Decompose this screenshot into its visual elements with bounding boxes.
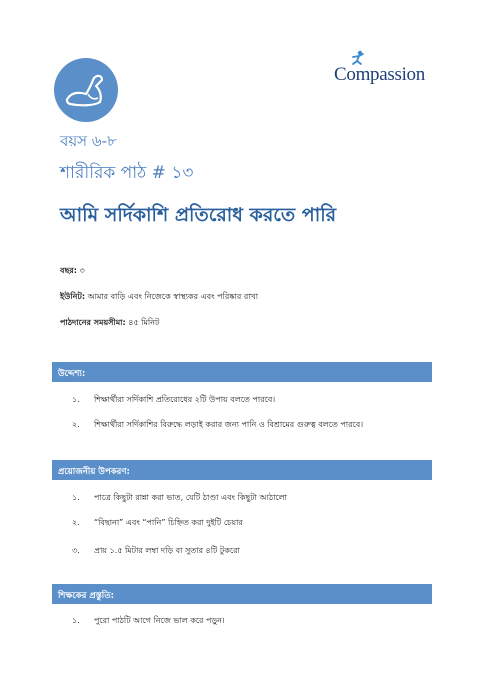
list-text: পাত্রে কিছুটা রান্না করা ভাত, যেটি ঠাণ্ডা এবং কিছুটা আঠালো (94, 493, 287, 502)
list-number: ২. (72, 518, 80, 527)
list-text: প্রায় ১.৫ মিটার লম্বা দড়ি বা সুতার ৪টি টুকরো (94, 546, 240, 555)
meta-year (60, 265, 85, 278)
preparation-header: শিক্ষকের প্রস্তুতি: (52, 584, 432, 604)
age-range: বয়স ৬-৮ (60, 132, 117, 150)
lesson-number: শারীরিক পাঠ # ১৩ (60, 163, 194, 183)
meta-year-value: ৩ (79, 266, 85, 275)
flexed-arm-icon (54, 58, 118, 122)
list-item (72, 545, 240, 558)
physical-badge (54, 58, 118, 122)
meta-duration-label: পাঠদানের সময়সীমা: (60, 318, 126, 327)
meta-unit (60, 291, 258, 304)
list-item (72, 615, 225, 628)
list-text: শিক্ষার্থীরা সর্দিকাশির বিরুদ্ধে লড়াই করার জন্য পানি ও বিশ্রামের গুরুত্ব বলতে পারবে। (94, 420, 364, 429)
meta-duration (60, 317, 159, 330)
list-item (72, 492, 287, 505)
page-title: আমি সর্দিকাশি প্রতিরোধ করতে পারি (60, 204, 337, 226)
list-number: ১. (72, 395, 80, 404)
list-item (72, 517, 243, 530)
compassion-logo (330, 52, 440, 92)
meta-unit-label: ইউনিট: (60, 292, 86, 301)
meta-unit-value: আমার বাড়ি এবং নিজেকে স্বাস্থ্যকর এবং পরিষ্কার রাখা (87, 292, 259, 301)
list-number: ২. (72, 420, 80, 429)
list-item (72, 394, 275, 407)
list-text: পুরো পাঠটি আগে নিজে ভাল করে পড়ুন। (94, 616, 225, 625)
list-number: ১. (72, 616, 80, 625)
materials-header: প্রয়োজনীয় উপকরণ: (52, 460, 432, 480)
list-number: ১. (72, 493, 80, 502)
list-number: ৩. (72, 546, 80, 555)
meta-duration-value: ৪৫ মিনিট (128, 318, 160, 327)
list-text: “বিছানা” এবং “পানি” চিহ্নিত করা দুইটি চেয়ার (94, 518, 243, 527)
list-text: শিক্ষার্থীরা সর্দিকাশি প্রতিরোধের ২টি উপায় বলতে পারবে। (94, 395, 276, 404)
logo-wordmark: Compassion (334, 64, 425, 85)
list-item (72, 419, 363, 432)
meta-year-label: বছর: (60, 266, 77, 275)
objectives-header: উদ্দেশ্য: (52, 362, 432, 382)
